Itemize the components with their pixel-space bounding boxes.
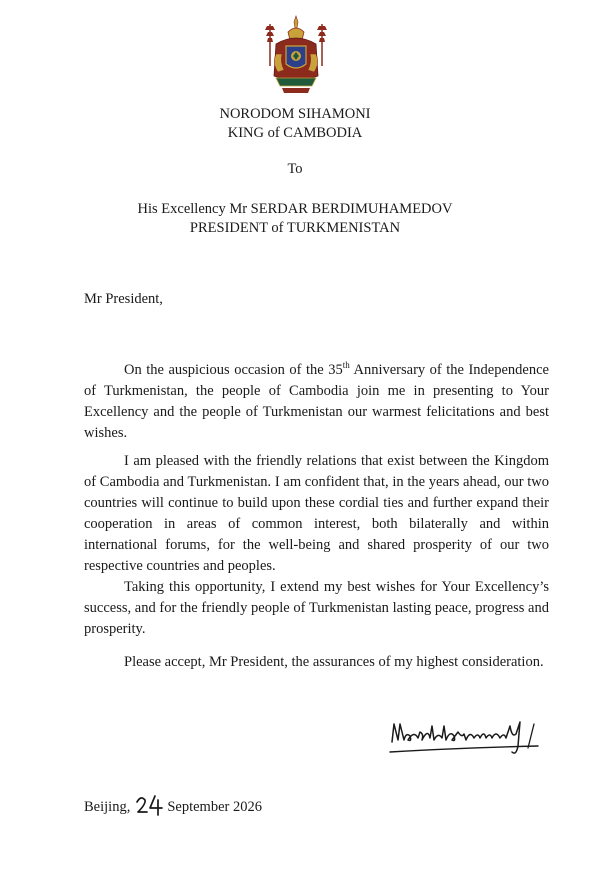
recipient-name: His Excellency Mr SERDAR BERDIMUHAMEDOV	[137, 201, 453, 217]
royal-coat-of-arms-icon	[262, 14, 330, 96]
month-year: September 2026	[167, 799, 262, 815]
paragraph-2: I am pleased with the friendly relations that exist between the Kingdom of Cambodia and Turkmenistan. I am confident that, in the years ahead, our two countries will continue to build upon these cordial ties and further expand their cooperation in areas of common interest, both bilaterally and within international forums, for the well-being and shared prosperity of our two respective countries and peoples.	[84, 453, 549, 574]
to-label: To	[287, 161, 303, 177]
paragraph-1-start: On the auspicious occasion of the 35	[124, 362, 343, 378]
salutation: Mr President,	[84, 291, 163, 307]
place-date	[84, 794, 262, 817]
paragraph-3: Taking this opportunity, I extend my best wishes for Your Excellency’s success, and for the friendly people of Turkmenistan lasting peace, progress and prosperity.	[84, 579, 549, 637]
ordinal-suffix: th	[342, 360, 350, 371]
handwritten-signature-icon	[388, 712, 546, 762]
paragraph-1	[84, 360, 549, 444]
paragraph-4: Please accept, Mr President, the assurances of my highest consideration.	[124, 654, 544, 670]
sender-name: NORODOM SIHAMONI	[219, 106, 371, 122]
paragraph-1-rest: Anniversary of the Independence of Turkmenistan, the people of Cambodia join me in presenting to Your Excellency and the people of Turkmenistan our warmest felicitations and best wishes.	[84, 362, 549, 441]
place: Beijing,	[84, 799, 131, 815]
sender-title: KING of CAMBODIA	[227, 125, 363, 141]
recipient-title: PRESIDENT of TURKMENISTAN	[189, 220, 401, 236]
handwritten-day	[134, 794, 164, 816]
